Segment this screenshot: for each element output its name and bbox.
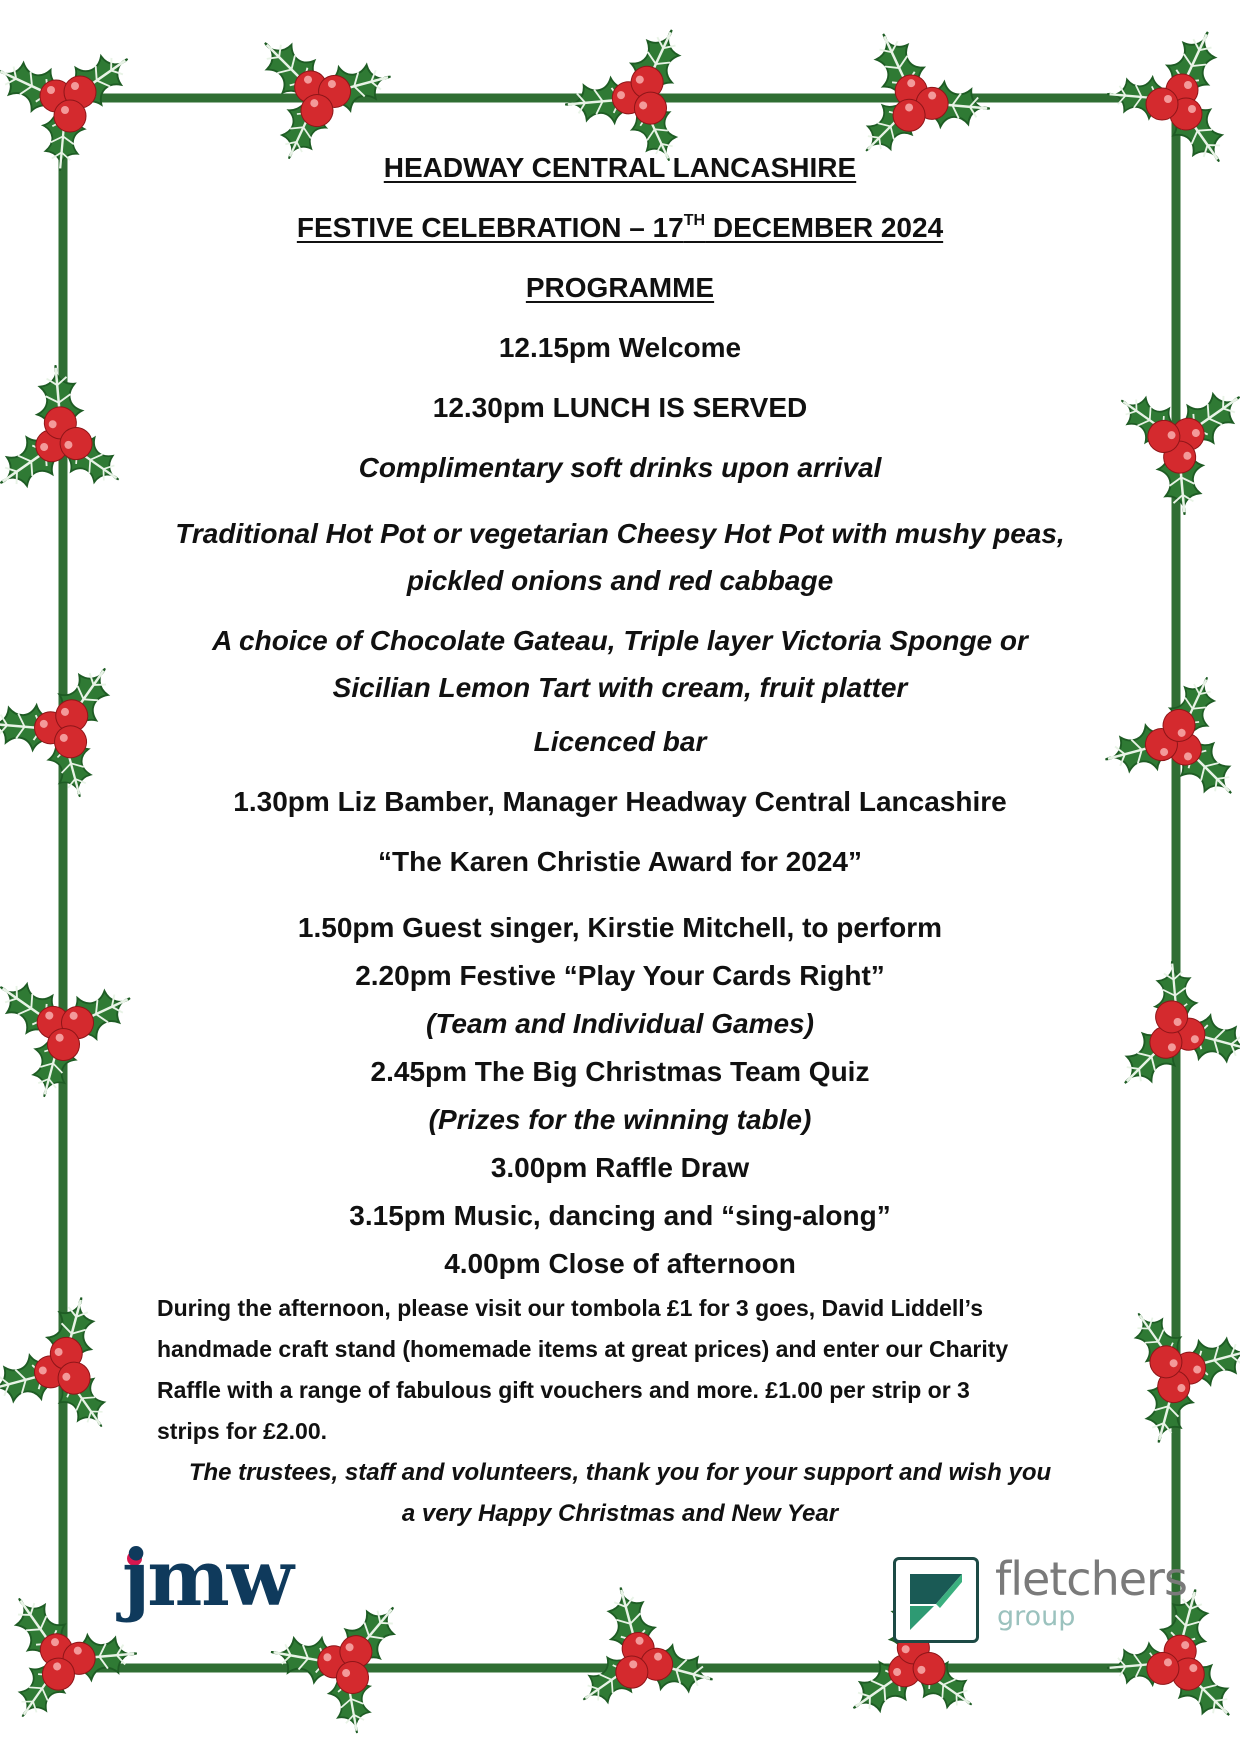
notes-line-4: strips for £2.00. (157, 1418, 328, 1444)
menu-main-line-1: Traditional Hot Pot or vegetarian Cheesy Hot Pot with mushy peas, (175, 518, 1065, 549)
notes-line-3: Raffle with a range of fabulous gift vouchers and more. £1.00 per strip or 3 (157, 1377, 970, 1403)
programme-item-quiz: 2.45pm The Big Christmas Team Quiz (370, 1056, 870, 1087)
notes-paragraph (150, 1288, 1090, 1452)
programme-item-welcome: 12.15pm Welcome (498, 332, 742, 363)
programme-item-lunch: 12.30pm LUNCH IS SERVED (432, 392, 808, 423)
programme-item-close: 4.00pm Close of afternoon (444, 1248, 796, 1279)
programme-content (150, 150, 1090, 1534)
programme-item-raffle: 3.00pm Raffle Draw (490, 1152, 750, 1183)
programme-item-award: “The Karen Christie Award for 2024” (378, 846, 862, 877)
jmw-logo: jmw (122, 1533, 291, 1624)
thanks-line-2: a very Happy Christmas and New Year (401, 1500, 839, 1527)
menu-dessert-line-1: A choice of Chocolate Gateau, Triple layer Victoria Sponge or (212, 625, 1028, 656)
menu-dessert-line-2: Sicilian Lemon Tart with cream, fruit platter (332, 672, 908, 703)
ordinal-suffix: TH (683, 212, 706, 229)
org-title: HEADWAY CENTRAL LANCASHIRE (383, 152, 857, 183)
programme-item-speech: 1.30pm Liz Bamber, Manager Headway Central Lancashire (233, 786, 1007, 817)
programme-note-cards: (Team and Individual Games) (426, 1008, 814, 1039)
programme-note-drinks: Complimentary soft drinks upon arrival (358, 452, 882, 483)
programme-note-quiz: (Prizes for the winning table) (428, 1104, 812, 1135)
fletchers-logo-name: fletchers (995, 1552, 1187, 1606)
event-title: FESTIVE CELEBRATION – 17TH DECEMBER 2024 (296, 212, 944, 243)
programme-note-bar: Licenced bar (533, 726, 707, 757)
programme-heading: PROGRAMME (525, 272, 715, 303)
menu-main-line-2: pickled onions and red cabbage (406, 565, 834, 596)
fletchers-logo-sub: group (997, 1601, 1076, 1632)
notes-line-2: handmade craft stand (homemade items at great prices) and enter our Charity (157, 1336, 1009, 1362)
programme-item-cards: 2.20pm Festive “Play Your Cards Right” (355, 960, 885, 991)
fletchers-logo-icon (893, 1557, 979, 1643)
notes-line-1: During the afternoon, please visit our tombola £1 for 3 goes, David Liddell’s (157, 1295, 984, 1321)
thanks-line-1: The trustees, staff and volunteers, thank you for your support and wish you (188, 1459, 1052, 1486)
programme-item-music: 3.15pm Music, dancing and “sing-along” (349, 1200, 891, 1231)
programme-item-singer: 1.50pm Guest singer, Kirstie Mitchell, to perform (297, 912, 943, 943)
